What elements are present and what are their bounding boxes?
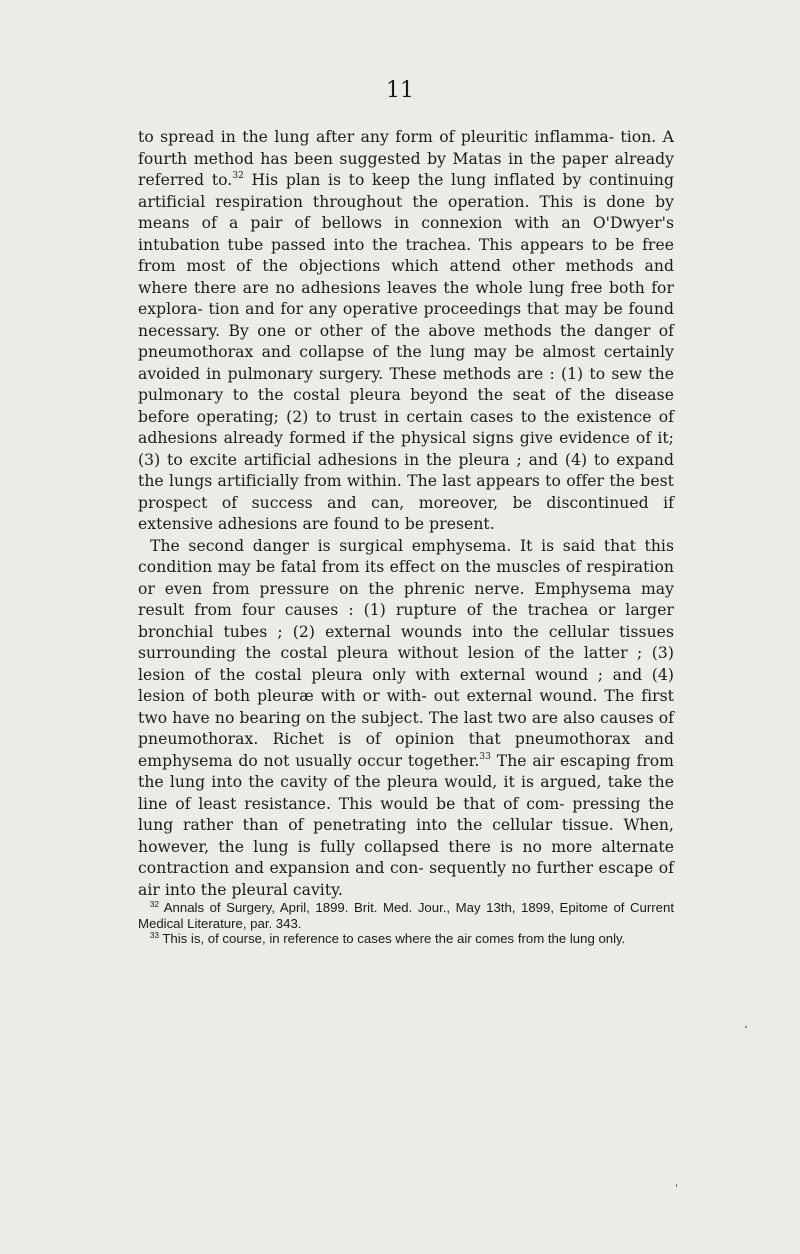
page-number: 11	[386, 78, 414, 103]
footnote-reference: 33	[479, 751, 491, 762]
paragraph-text: The second danger is surgical emphysema. It is said that this condition may be fatal from its effect on the muscles of respiration or even from pressure on the phrenic nerve. Emphysema may result from four causes : (1) rupture of the trachea or larger bronchial tubes ; (2) external wounds into the cellular tissues surrounding the costal pleura without lesion of the latter ; (3) lesion of the costal pleura only with external wound ; and (4) lesion of both pleuræ with or with- out external wound. The first two have no bearing on the subject. The last two are also causes of pneumothorax. Richet is of opinion that pneumothorax and emphysema do not usually occur together.	[138, 536, 674, 770]
paragraph	[138, 536, 674, 902]
footnote-text: Annals of Surgery, April, 1899. Brit. Med. Jour., May 13th, 1899, Epitome of Current Medical Literature, par. 343.	[138, 900, 674, 931]
footnote	[138, 931, 674, 947]
paragraph-text: The air escaping from the lung into the cavity of the pleura would, it is argued, take the line of least resistance. This would be that of com- pressing the lung rather than of penetrating into the cellular tissue. When, however, the lung is fully collapsed there is no more alternate contraction and expansion and con- sequently no further escape of air into the pleural cavity.	[138, 751, 674, 899]
paragraph-text: His plan is to keep the lung inflated by continuing artificial respiration throughout the operation. This is done by means of a pair of bellows in connexion with an O'Dwyer's intubation tube passed into the trachea. This appears to be free from most of the objections which attend other methods and where there are no adhesions leaves the whole lung free both for explora- tion and for any operative proceedings that may be found necessary. By one or other of the above methods the danger of pneumothorax and collapse of the lung may be almost certainly avoided in pulmonary surgery. These methods are : (1) to sew the pulmonary to the costal pleura beyond the seat of the disease before operating; (2) to trust in certain cases to the existence of adhesions already formed if the physical signs give evidence of it; (3) to excite artificial adhesions in the pleura ; and (4) to expand the lungs artificially from within. The last appears to offer the best prospect of success and can, moreover, be discontinued if extensive adhesions are found to be present.	[138, 171, 675, 533]
footnote-marker: 32	[150, 900, 159, 909]
footnote-marker: 33	[150, 931, 159, 941]
paper-speck	[745, 1026, 747, 1028]
footnotes	[138, 900, 674, 947]
paragraph-text: to spread in the lung after any form of pleuritic inflamma- tion. A fourth method has been suggested by Matas in the paper already referred to.	[138, 128, 674, 189]
footnote-reference: 32	[232, 171, 244, 181]
body-text	[138, 127, 674, 901]
paper-speck	[676, 1184, 677, 1187]
paragraph	[138, 127, 674, 536]
footnote-text: This is, of course, in reference to cases where the air comes from the lung only.	[158, 931, 626, 947]
footnote	[138, 900, 674, 931]
